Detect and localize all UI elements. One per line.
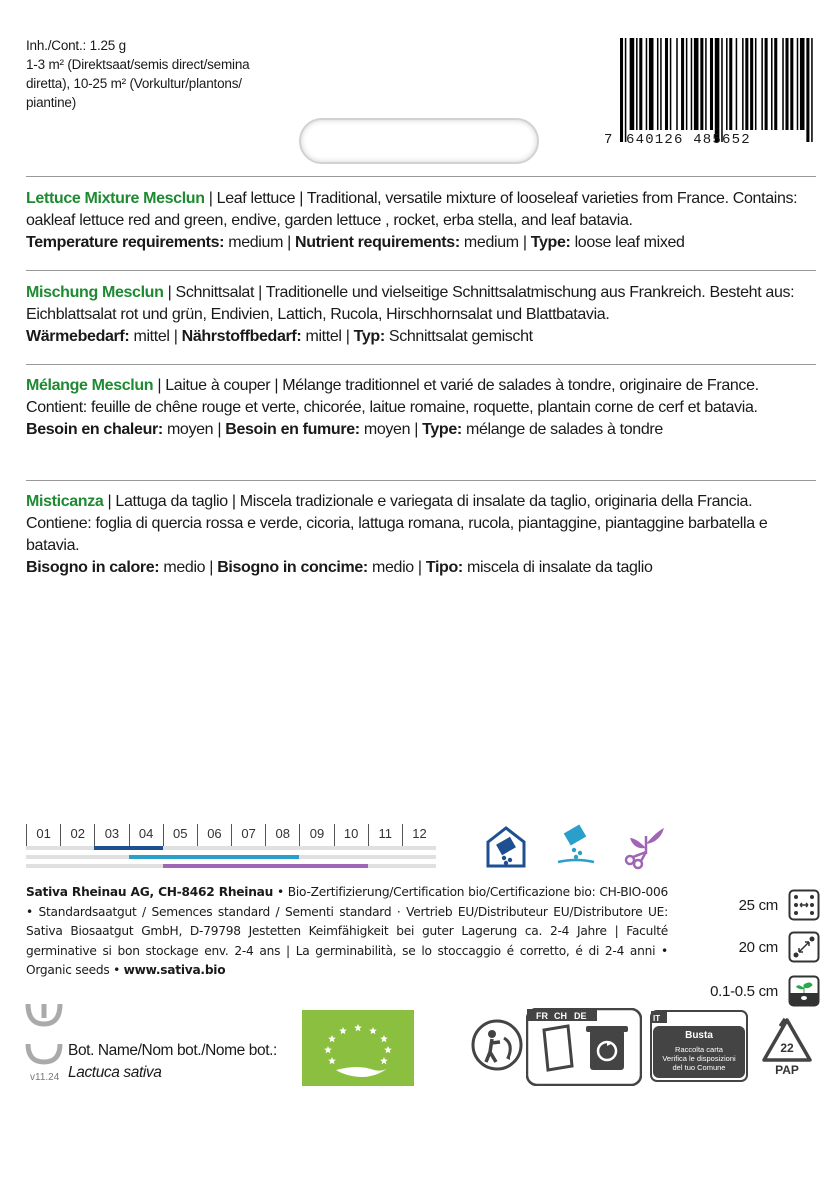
paper-recycle-icon bbox=[650, 1010, 748, 1082]
barcode-bar bbox=[742, 38, 744, 130]
barcode-bar bbox=[660, 38, 662, 130]
plant-spacing bbox=[660, 932, 820, 962]
country-it: IT bbox=[653, 1014, 661, 1023]
variety-name: Mélange Mesclun bbox=[26, 377, 154, 394]
variety-name: Lettuce Mixture Mesclun bbox=[26, 190, 205, 207]
barcode-bar bbox=[782, 38, 784, 130]
barcode-bar bbox=[800, 38, 805, 130]
nutrient-label: Bisogno in concime: bbox=[217, 559, 368, 576]
plant-spacing-icon bbox=[788, 931, 820, 963]
barcode-bar bbox=[771, 38, 773, 130]
calendar-period-bar bbox=[129, 855, 300, 859]
company-name: Sativa Rheinau AG, CH-8462 Rheinau bbox=[26, 885, 274, 899]
barcode-bar bbox=[797, 38, 799, 130]
divider bbox=[26, 364, 816, 365]
barcode-bar bbox=[765, 38, 768, 130]
barcode-bar bbox=[755, 38, 757, 130]
country-ch: CH bbox=[554, 1011, 567, 1021]
temperature-label: Bisogno in calore: bbox=[26, 559, 160, 576]
month-11: 11 bbox=[368, 824, 402, 846]
nutrient-label: Nutrient requirements: bbox=[295, 234, 460, 251]
row-spacing bbox=[660, 890, 820, 920]
variety-name: Misticanza bbox=[26, 493, 104, 510]
barcode-bar bbox=[761, 38, 763, 130]
divider bbox=[26, 176, 816, 177]
temperature-value: medio | bbox=[159, 559, 218, 576]
barcode-bar bbox=[649, 38, 654, 130]
nutrient-label: Nährstoffbedarf: bbox=[181, 328, 302, 345]
content-info bbox=[26, 36, 286, 112]
temperature-label: Wärmebedarf: bbox=[26, 328, 130, 345]
barcode-bar bbox=[620, 38, 623, 142]
pap-recycling-icon bbox=[758, 1016, 816, 1078]
recycling-bin-icon bbox=[526, 1008, 642, 1086]
packet-window bbox=[299, 118, 539, 164]
divider bbox=[26, 270, 816, 271]
content-line: diretta), 10-25 m² (Vorkultur/plantons/ bbox=[26, 76, 242, 91]
description-de bbox=[26, 282, 816, 348]
barcode-bar bbox=[736, 38, 738, 130]
eu-star bbox=[328, 1057, 336, 1064]
content-line: Inh./Cont.: 1.25 g bbox=[26, 38, 126, 53]
month-07: 07 bbox=[231, 824, 265, 846]
barcode-bar bbox=[745, 38, 748, 130]
barcode-bar bbox=[700, 38, 703, 130]
month-calendar bbox=[26, 824, 436, 846]
busta-label: Busta bbox=[685, 1030, 713, 1041]
eu-leaf-stroke bbox=[336, 1067, 388, 1077]
type-value: mélange de salades à tondre bbox=[461, 421, 663, 438]
indoor-sowing-icon bbox=[482, 822, 530, 870]
barcode bbox=[620, 38, 816, 142]
botanical-name bbox=[68, 1040, 277, 1084]
type-label: Type: bbox=[422, 421, 462, 438]
sowing-depth-icon bbox=[788, 975, 820, 1007]
triman-icon bbox=[470, 1018, 524, 1072]
website-link[interactable]: www.sativa.bio bbox=[123, 963, 226, 977]
month-04: 04 bbox=[129, 824, 163, 846]
temperature-value: mittel | bbox=[129, 328, 182, 345]
barcode-bar bbox=[686, 38, 688, 130]
plant-spacing-value: 20 cm bbox=[738, 938, 778, 956]
latin-name: Lactuca sativa bbox=[68, 1064, 162, 1081]
eu-star bbox=[324, 1046, 332, 1053]
month-05: 05 bbox=[163, 824, 197, 846]
version-label: v11.24 bbox=[30, 1072, 60, 1083]
barcode-bar bbox=[665, 38, 668, 130]
barcode-bar bbox=[639, 38, 642, 130]
nutrient-value: mittel | bbox=[301, 328, 354, 345]
direct-sowing-icon bbox=[552, 822, 600, 870]
nutrient-value: medium | bbox=[459, 234, 531, 251]
eu-star bbox=[369, 1027, 377, 1034]
nutrient-label: Besoin en fumure: bbox=[225, 421, 360, 438]
eu-star bbox=[339, 1027, 347, 1034]
description-fr bbox=[26, 375, 816, 441]
sativa-logo-icon bbox=[22, 1000, 66, 1072]
type-value: loose leaf mixed bbox=[570, 234, 685, 251]
description-text: | Laitue à couper | Mélange traditionnel et varié de salades à tondre, originaire de France. Contient: feuille de chêne rouge et verte, chicorée, laitue romaine, roquette, plantain corne de cerf et batavia. bbox=[26, 377, 759, 416]
barcode-first-digit: 7 bbox=[604, 132, 613, 148]
month-12: 12 bbox=[402, 824, 436, 846]
description-text: | Leaf lettuce | Traditional, versatile mixture of looseleaf varieties from France. Contains: oakleaf lettuce red and green, endive, garden lettuce , rocket, erba stella, and leaf batavia. bbox=[26, 190, 798, 229]
barcode-bar bbox=[774, 38, 777, 130]
month-10: 10 bbox=[334, 824, 368, 846]
eu-star bbox=[384, 1046, 392, 1053]
divider bbox=[26, 480, 816, 481]
barcode-bar bbox=[691, 38, 693, 130]
barcode-bar bbox=[750, 38, 753, 130]
temperature-value: moyen | bbox=[162, 421, 226, 438]
month-03: 03 bbox=[94, 824, 128, 846]
month-02: 02 bbox=[60, 824, 94, 846]
country-fr: FR bbox=[536, 1011, 548, 1021]
barcode-bar bbox=[726, 38, 728, 130]
busta-note: Raccolta carta bbox=[675, 1045, 723, 1054]
description-it bbox=[26, 491, 816, 579]
barcode-bar bbox=[715, 38, 720, 142]
harvest-icon bbox=[620, 822, 668, 870]
barcode-bar bbox=[785, 38, 788, 130]
company-address bbox=[26, 883, 668, 981]
eu-organic-logo-icon bbox=[302, 1010, 414, 1086]
busta-note: Verifica le disposizioni bbox=[662, 1054, 736, 1063]
temperature-label: Besoin en chaleur: bbox=[26, 421, 163, 438]
botanical-label: Bot. Name/Nom bot./Nome bot.: bbox=[68, 1042, 277, 1059]
month-01: 01 bbox=[26, 824, 60, 846]
description-text: | Lattuga da taglio | Miscela tradizionale e variegata di insalate da taglio, originaria della Francia. Contiene: foglia di quercia rossa e verde, cicoria, lattuga romana, rucola, piantaggine, piantaggine barbatella e batavia. bbox=[26, 493, 768, 554]
month-08: 08 bbox=[265, 824, 299, 846]
barcode-bar bbox=[636, 38, 638, 130]
type-label: Type: bbox=[530, 234, 571, 251]
barcode-bar bbox=[681, 38, 684, 130]
barcode-bar bbox=[705, 38, 707, 130]
barcode-bar bbox=[646, 38, 648, 130]
barcode-bar bbox=[676, 38, 678, 130]
month-09: 09 bbox=[299, 824, 333, 846]
description-en bbox=[26, 188, 816, 254]
barcode-bar bbox=[625, 38, 627, 142]
type-label: Typ: bbox=[353, 328, 385, 345]
row-spacing-icon bbox=[788, 889, 820, 921]
calendar-period-bar bbox=[163, 864, 368, 868]
eu-star bbox=[328, 1035, 336, 1042]
calendar-period-bar bbox=[94, 846, 162, 850]
barcode-bar bbox=[630, 38, 635, 130]
month-06: 06 bbox=[197, 824, 231, 846]
barcode-bar bbox=[729, 38, 732, 130]
variety-name: Mischung Mesclun bbox=[26, 284, 164, 301]
nutrient-value: medio | bbox=[367, 559, 426, 576]
calendar-track bbox=[26, 846, 436, 850]
pap-number: 22 bbox=[780, 1041, 794, 1055]
barcode-bar bbox=[657, 38, 659, 130]
address-text: • Bio-Zertifizierung/Certification bio/Certificazione bio: CH-BIO-006 • Standardsaatgut / Semences standard / Sementi standard · Vertrieb EU/Distributeur EU/Distributore UE: Sativa Biosaatgut GmbH, D-79798 Jestetten Keimfähigkeit bei guter Lagerung ca. 2-4 Jahre | Faculté germinative si bon stockage env. 2-4 ans | La germinabilità, se lo stoccaggio é corretto, é di 2-4 anni • Organic seeds • bbox=[26, 885, 669, 977]
barcode-bar bbox=[670, 38, 672, 130]
barcode-bar bbox=[806, 38, 809, 142]
content-line: piantine) bbox=[26, 95, 76, 110]
row-spacing-value: 25 cm bbox=[738, 896, 778, 914]
type-value: miscela di insalate da taglio bbox=[462, 559, 653, 576]
temperature-label: Temperature requirements: bbox=[26, 234, 225, 251]
pap-label: PAP bbox=[775, 1063, 799, 1077]
type-label: Tipo: bbox=[425, 559, 463, 576]
type-value: Schnittsalat gemischt bbox=[384, 328, 533, 345]
busta-note: del tuo Comune bbox=[672, 1063, 726, 1072]
barcode-bar bbox=[790, 38, 793, 130]
eu-star bbox=[380, 1035, 388, 1042]
eu-star bbox=[380, 1057, 388, 1064]
nutrient-value: moyen | bbox=[359, 421, 423, 438]
content-line: 1-3 m² (Direktsaat/semis direct/semina bbox=[26, 57, 250, 72]
sowing-depth-value: 0.1-0.5 cm bbox=[710, 982, 778, 1000]
barcode-bar bbox=[710, 38, 713, 130]
temperature-value: medium | bbox=[224, 234, 296, 251]
barcode-bar bbox=[721, 38, 723, 142]
country-de: DE bbox=[574, 1011, 587, 1021]
barcode-bar bbox=[811, 38, 813, 142]
barcode-bar bbox=[694, 38, 699, 130]
barcode-digits: 640126 485652 bbox=[626, 132, 751, 148]
eu-star bbox=[354, 1024, 362, 1031]
sowing-depth bbox=[660, 976, 820, 1006]
description-text: | Schnittsalat | Traditionelle und vielseitige Schnittsalatmischung aus Frankreich. Besteht aus: Eichblattsalat rot und grün, Endivien, Lattich, Rucola, Hirschhornsalat und Blattbatavia. bbox=[26, 284, 795, 323]
